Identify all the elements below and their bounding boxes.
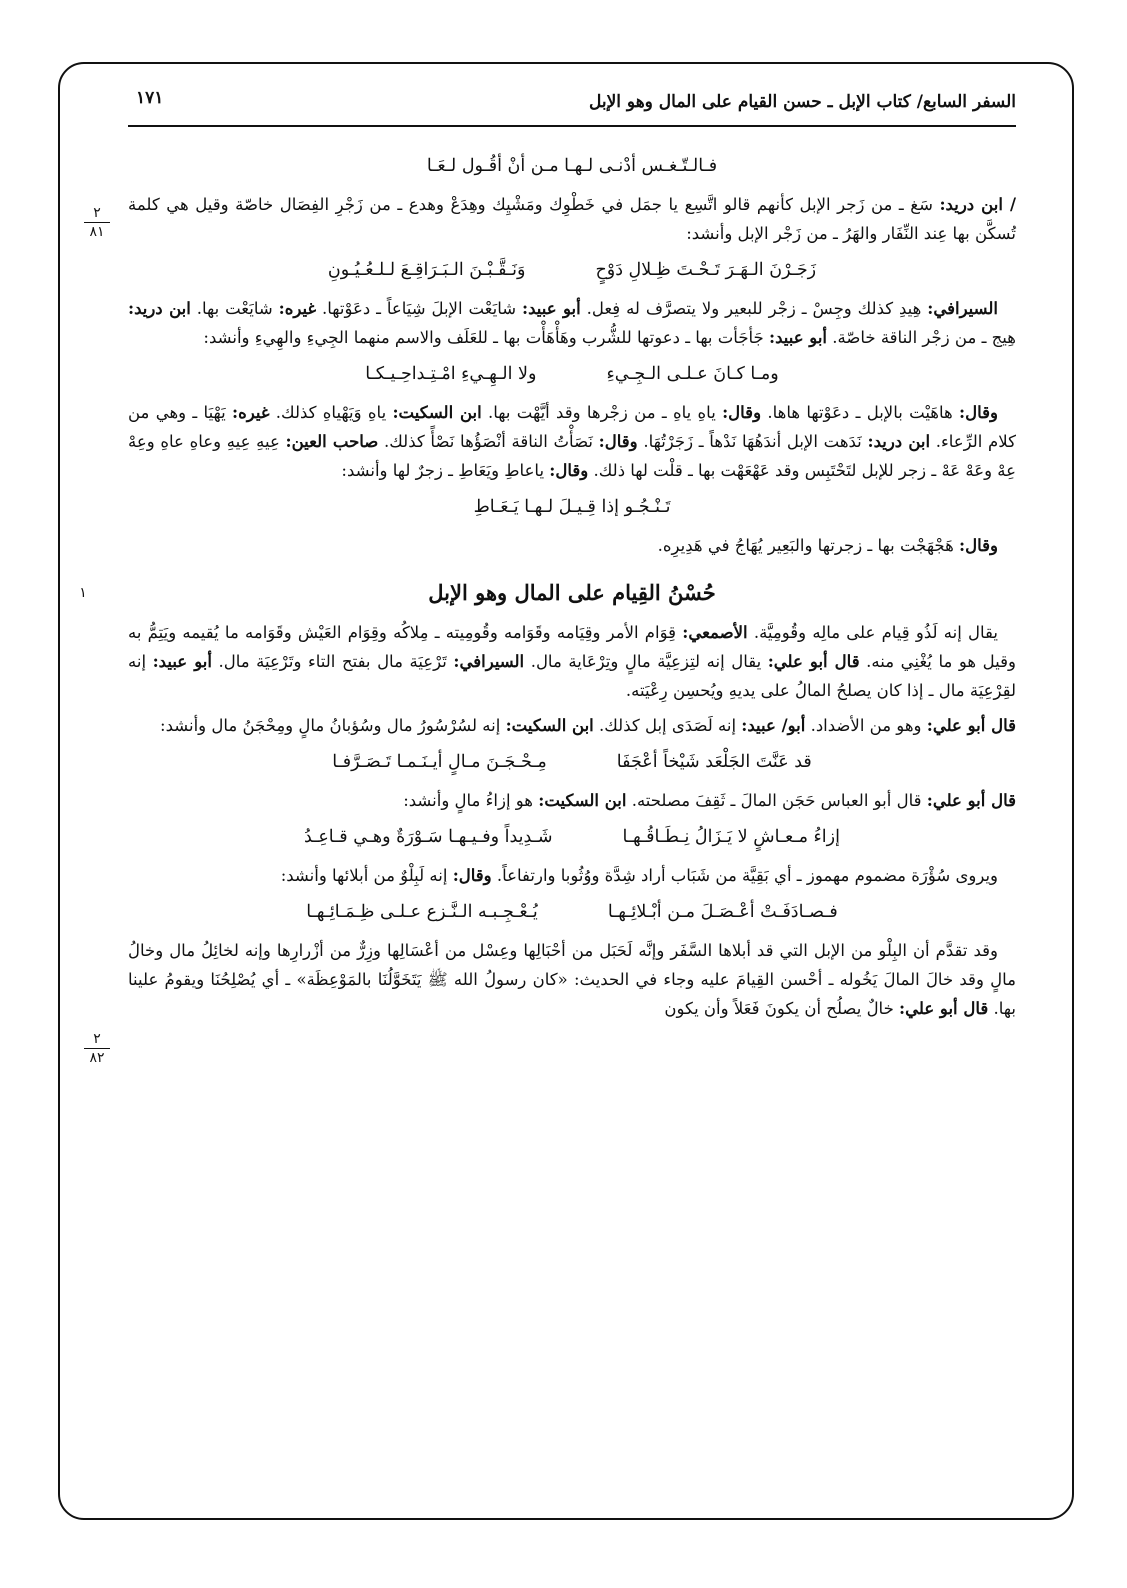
speaker-attribution: أبو/ عبيد: xyxy=(741,716,806,735)
verse-hemistich-first: تَـنْـجُـو إذا قِـيـلَ لـهـا يَـعَـاطِ xyxy=(473,497,671,517)
speaker-attribution: قال أبو علي: xyxy=(899,999,989,1018)
paragraph-text: نَصَأْتُ الناقة أنْصَؤُها نَصْأً كذلك. xyxy=(378,432,599,451)
speaker-attribution: الأصمعي: xyxy=(682,623,748,642)
section-heading: حُسْنُ القِيام على المال وهو الإبل xyxy=(428,580,716,605)
speaker-attribution: ابن دريد: xyxy=(128,299,191,318)
paragraph-text: خالٌ يصلُح أن يكونَ فَعَلاً وأن يكون xyxy=(664,999,900,1018)
speaker-attribution: ابن السكيت: xyxy=(538,791,627,810)
paragraph-text: ياعاطِ ويَعَاطِ ـ زجرٌ لها وأنشد: xyxy=(341,461,550,480)
speaker-attribution: ابن السكيت: xyxy=(392,403,482,422)
paragraph-text: سَغ ـ من زَجر الإبل كأنهم قالو اتَّسِع يا جمَل في خَطْوِك ومَشْيِك وهِدَعْ وهدع ـ من زَجْرِ الفِصَال خاصّة وقيل هي كلمة تُسكَّن بها عِند النِّفَار والهَرُ ـ من زَجْر الإبل وأنشد: xyxy=(128,195,1016,243)
speaker-attribution: السيرافي: xyxy=(453,652,525,671)
paragraph xyxy=(128,786,1016,815)
speaker-attribution: غيره: xyxy=(232,403,270,422)
margin-note-ref-3 xyxy=(84,1032,110,1065)
speaker-attribution: قال أبو علي: xyxy=(767,652,860,671)
paragraph-text: وقد تقدَّم أن البِلْو من الإبل التي قد أبلاها السَّفَر وإنَّه لَحَبَل من أحْبَالِها وعِسْل من أعْسَالِها وزِرٌّ من أزْرارِها وإنه لخائِلُ مال وخالُ مالٍ وقد خالَ المالَ يَخُوله ـ أحْسن القِيامَ عليه وجاء في الحديث: «كان رسولُ الله ﷺ يَتَخَوَّلُنَا بالمَوْعِظَة» ـ أي يُصْلِحُنَا ويقومُ علينا بها. xyxy=(128,941,1016,1018)
page-number: ١٧١ xyxy=(136,88,164,108)
verse-hemistich-second: مِـحْـجَـنَ مـالٍ أيـنَـمـا تَـصَـرَّفـا xyxy=(332,752,547,772)
running-header xyxy=(128,88,1016,120)
paragraph-text: شايَعْت الإبلَ شِيَاعاً ـ دعَوْتها. xyxy=(316,299,522,318)
paragraph-text: ياهِ وَيَهْياهِ كذلك. xyxy=(269,403,393,422)
paragraph-text: تَرْعِيَة مال بفتح التاء وتَرْعِيَة مال. xyxy=(211,652,454,671)
paragraph xyxy=(128,618,1016,705)
speaker-attribution: وقال: xyxy=(722,403,762,422)
verse-hemistich-first: فـالـتّـغـس أدْنـى لـهـا مـن أنْ أقُـول لـعَـا xyxy=(426,156,718,176)
paragraph-text: هاهَيْت بالإبل ـ دعَوْتها هاها. xyxy=(761,403,960,422)
speaker-attribution: وقال: xyxy=(959,403,998,422)
speaker-attribution: السيرافي: xyxy=(927,299,998,318)
verse-hemistich-first: زَجَـرْنَ الـهَـرَ تَـحْـتَ ظِـلالِ دَوْحٍ xyxy=(595,260,817,280)
speaker-attribution: أبو عبيد: xyxy=(522,299,581,318)
paragraph xyxy=(128,190,1016,248)
paragraph-text: قِوَام الأمر وقِيَامه وقَوَامه وقُومِيته ـ مِلاكُه وقِوَام العَيْش وقَوَامه ما يُقيمه ويَتِمُّ به وقيل هو ما يُغْنِي منه. xyxy=(128,623,1016,671)
paragraph xyxy=(128,531,1016,560)
paragraph xyxy=(128,294,1016,352)
paragraph-text: إنه لَصَدَى إبل كذلك. xyxy=(593,716,742,735)
speaker-attribution: وقال: xyxy=(452,866,492,885)
paragraph-text: هو إزاءُ مالٍ وأنشد: xyxy=(403,791,539,810)
margin-note-single: ١ xyxy=(79,585,87,601)
speaker-attribution: / ابن دريد: xyxy=(939,195,1016,214)
margin-note-ref-2 xyxy=(70,586,96,600)
speaker-attribution: صاحب العين: xyxy=(285,432,379,451)
verse-hemistich-second: وَنَـقَّـبْـنَ الـبَـرَاقِـعَ لـلـعُـيُـونِ xyxy=(327,260,526,280)
paragraph xyxy=(128,398,1016,485)
running-title: السفر السابع/ كتاب الإبل ـ حسن القيام على المال وهو الإبل xyxy=(588,92,1016,112)
margin-note-top: ٢ xyxy=(84,1032,110,1049)
speaker-attribution: غيره: xyxy=(278,299,317,318)
paragraph xyxy=(128,936,1016,1023)
speaker-attribution: وقال: xyxy=(959,536,998,555)
paragraph-text: وهو من الأضداد. xyxy=(805,716,927,735)
margin-note-ref-1 xyxy=(84,206,110,239)
verse-hemistich-second: يُـعْـجِـبـه الـنَّـزع عـلـى ظِـمَـائِـهـا xyxy=(306,902,538,922)
paragraph-text: يقال إنه لتِزعِيَّة مالٍ وتِرْعَاية مال. xyxy=(524,652,768,671)
verse-line xyxy=(128,746,1016,778)
speaker-attribution: قال أبو علي: xyxy=(926,791,1016,810)
verse-line xyxy=(128,150,1016,182)
speaker-attribution: قال أبو علي: xyxy=(926,716,1016,735)
verse-hemistich-second: ولا الـهِـيءِ امْـتِـداحِـيـكـا xyxy=(365,364,537,384)
verse-hemistich-first: فـصـادَفَـتْ أعْـصَـلَ مـن أبْـلائِـهـا xyxy=(607,902,838,922)
paragraph-text: هَجْهَجْت بها ـ زجرتها والبَعِير يُهَاجُ في هَدِيرِه. xyxy=(657,536,960,555)
paragraph-text: نَدَهت الإبل أندَهُهَا نَدْهاً ـ زَجَرْتُهَا. xyxy=(637,432,868,451)
margin-note-bottom: ٨١ xyxy=(89,224,105,240)
speaker-attribution: ابن السكيت: xyxy=(505,716,594,735)
paragraph-text: هِيدِ كذلك وجِسْ ـ زجْر للبعير ولا يتصرَّف له فِعل. xyxy=(580,299,928,318)
header-rule xyxy=(128,125,1016,127)
verse-hemistich-first: قد عَنَّتَ الجَلْعَد شَيْخاً أعْجَفَا xyxy=(616,752,812,772)
paragraph-text: يَهْيَا ـ وهي من كلام الرِّعاء. xyxy=(128,403,1016,451)
paragraph-text: إنه لَبِلْوٌ من أبلائها وأنشد: xyxy=(280,866,453,885)
verse-hemistich-second: شَـدِيداً وفـيـهـا سَـوْرَةٌ وهـي قـاعِـدُ xyxy=(304,827,553,847)
verse-line xyxy=(128,896,1016,928)
verse-line xyxy=(128,254,1016,286)
paragraph-text: ياهِ ياهِ ـ من زجْرها وقد أيَّهْت بها. xyxy=(481,403,723,422)
paragraph-text: عِيهِ عِيهِ وعاهِ عاهِ وعِهْ عِهْ وعَهْ عَهْ ـ زجر للإبل لتَحْتَبِس وقد عَهْعَهْت بها ـ قلْت لها ذلك. xyxy=(128,432,1016,480)
paragraph-text: إنه لقِرْعِيَة مال ـ إذا كان يصلحُ المالُ على يديهِ ويُحسِن رِعْيَته. xyxy=(128,652,1016,700)
page-body xyxy=(128,144,1016,1029)
speaker-attribution: أبو عبيد: xyxy=(152,652,212,671)
paragraph-text: ويروى سُؤْرَة مضموم مهموز ـ أي بَقِيَّة من شَبَاب أراد شِدَّة ووُثُوبا وارتفاعاً. xyxy=(491,866,998,885)
paragraph-text: هِيج ـ من زجْر الناقة خاصّة. xyxy=(827,328,1016,347)
margin-note-bottom: ٨٢ xyxy=(89,1050,105,1066)
verse-hemistich-first: إزاءُ مـعـاشٍ لا يَـزَالُ نِـطَـاقُـهـا xyxy=(622,827,840,847)
verse-line xyxy=(128,821,1016,853)
paragraph-text: يقال إنه لَذُو قِيام على مالِه وقُومِيَّة. xyxy=(747,623,998,642)
paragraph-text: إنه لسُرْسُورُ مال وسُؤبانُ مالٍ ومِحْجَنُ مال وأنشد: xyxy=(160,716,506,735)
speaker-attribution: وقال: xyxy=(598,432,638,451)
margin-note-top: ٢ xyxy=(84,206,110,223)
verse-hemistich-first: ومـا كـانَ عـلـى الـجِـيءِ xyxy=(606,364,779,384)
paragraph xyxy=(128,861,1016,890)
verse-line xyxy=(128,491,1016,523)
paragraph-text: قال أبو العباس حَجَن المالَ ـ ثَقِفَ مصلحته. xyxy=(626,791,927,810)
speaker-attribution: وقال: xyxy=(549,461,589,480)
speaker-attribution: أبو عبيد: xyxy=(769,328,827,347)
speaker-attribution: ابن دريد: xyxy=(867,432,931,451)
verse-line xyxy=(128,358,1016,390)
paragraph-text: شايَعْت بها. xyxy=(190,299,279,318)
paragraph-text: جَأجَأت بها ـ دعوتها للشُّرب وهَأْهَأْت بها ـ للعَلَف والاسم منهما الجِيءِ والهِيءِ وأنشد: xyxy=(203,328,769,347)
paragraph xyxy=(128,711,1016,740)
